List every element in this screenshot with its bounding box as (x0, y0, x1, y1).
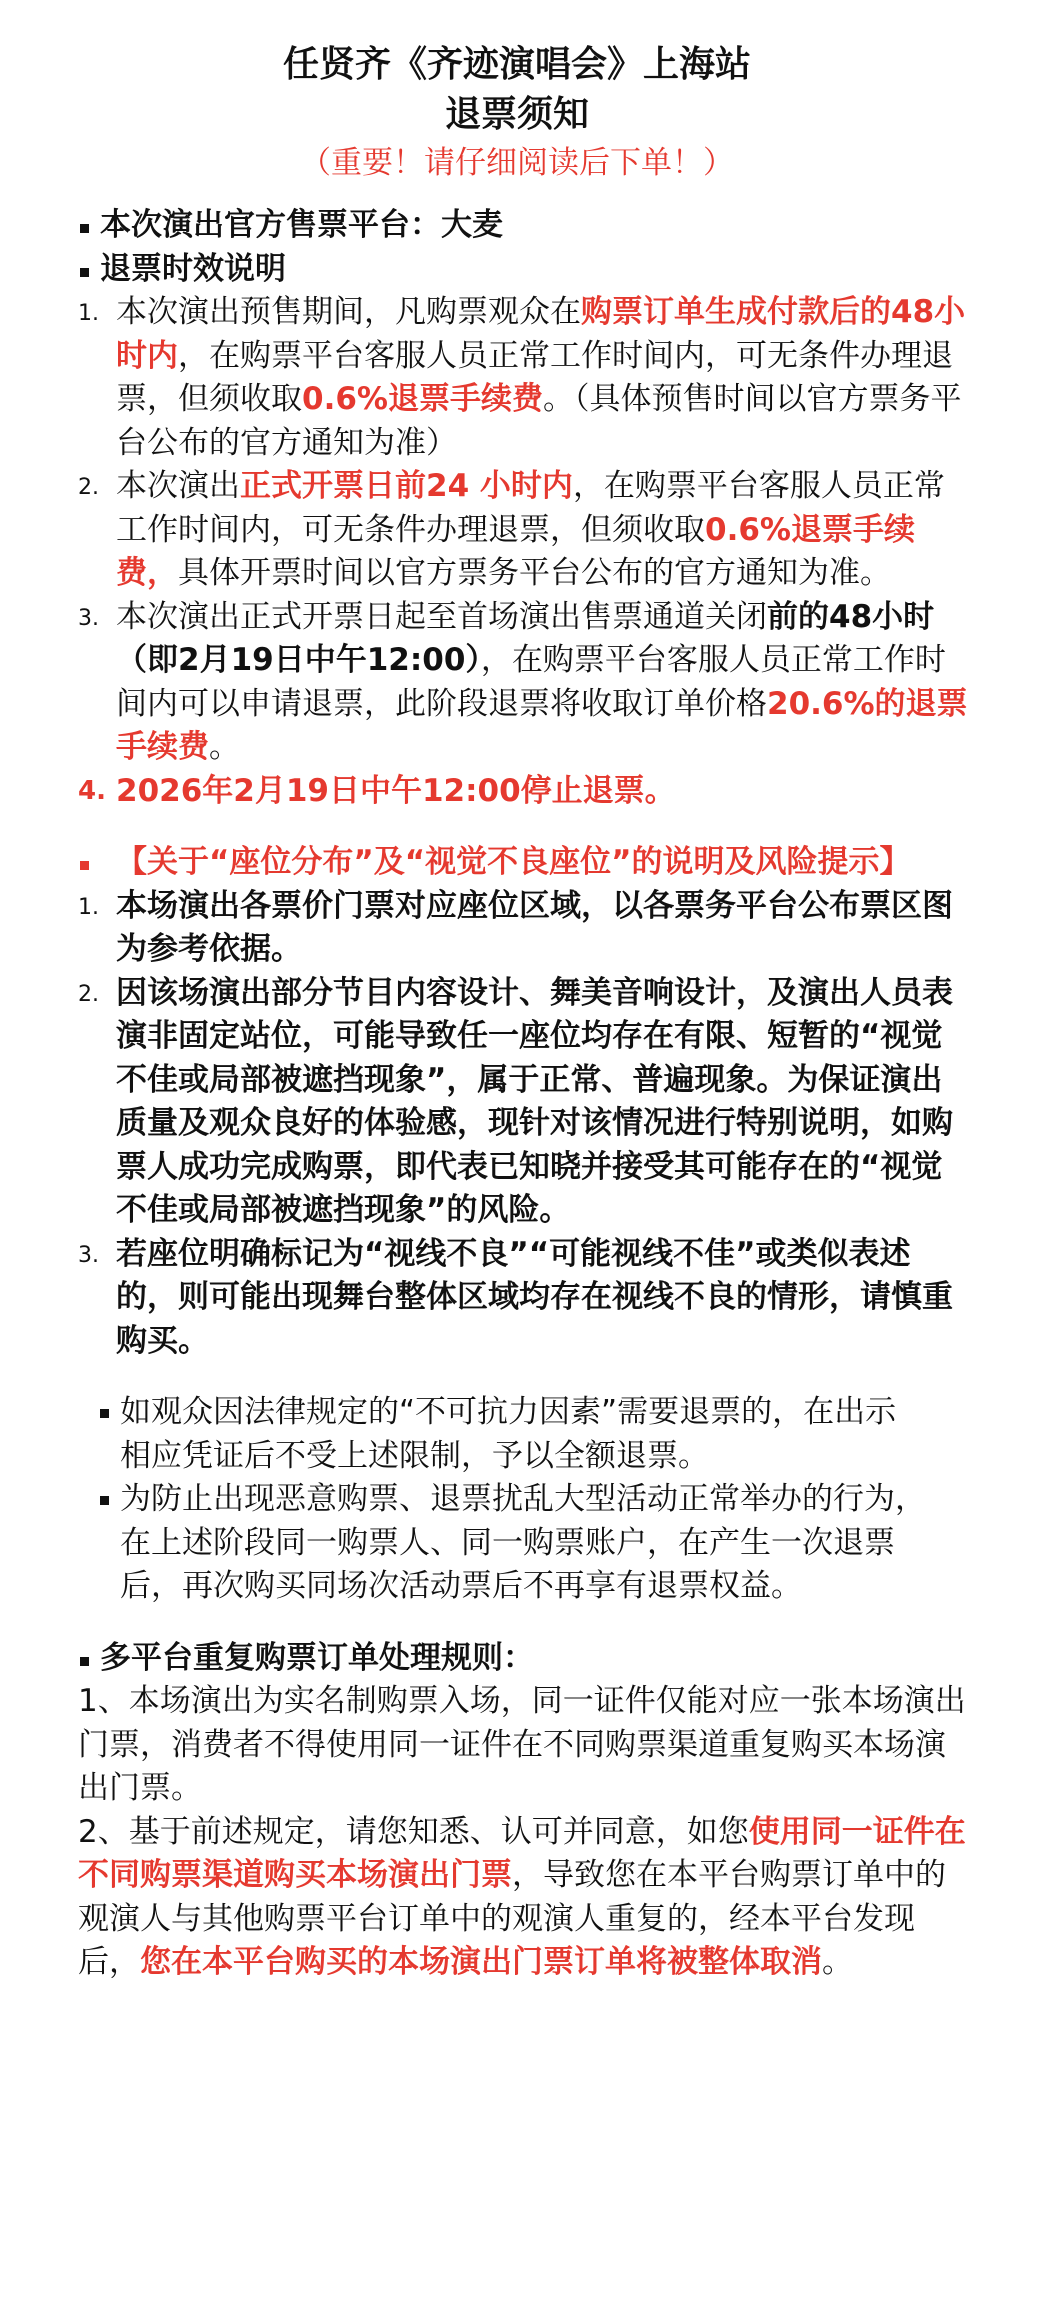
refund-timing-item-3: 3. 本次演出正式开票日起至首场演出售票通道关闭前的48小时（即2月19日中午12:00），在购票平台客服人员正常工作时间内可以申请退票，此阶段退票将收取订单价格20.6%的退票手续费。 (78, 598, 968, 765)
seating-item-3: 3. 若座位明确标记为“视线不良”“可能视线不佳”或类似表述的，则可能出现舞台整体区域均存在视线不良的情形，请慎重购买。 (78, 1235, 953, 1359)
page-title: 任贤齐《齐迹演唱会》上海站 (282, 44, 751, 85)
refund-timing-item-1: 1. 本次演出预售期间，凡购票观众在购票订单生成付款后的48小时内，在购票平台客服人员正常工作时间内，可无条件办理退票，但须收取0.6%退票手续费。（具体预售时间以官方票务平台公布的官方通知为准） (78, 294, 966, 461)
seating-heading: 【关于“座位分布”及“视觉不良座位”的说明及风险提示】 (78, 841, 968, 885)
important-notice: （重要！请仔细阅读后下单！） (300, 145, 734, 181)
refund-timing-item-2: 2. 本次演出正式开票日前24 小时内，在购票平台客服人员正常工作时间内，可无条件办理退票，但须收取0.6%退票手续费，具体开票时间以官方票务平台公布的官方通知为准。 (78, 468, 945, 591)
bullet-square-icon (100, 1409, 109, 1418)
refund-timing-item-4: 4. 2026年2月19日中午12:00停止退票。 (78, 772, 676, 809)
bullet-square-icon (80, 1657, 89, 1666)
bullet-square-icon (80, 861, 89, 870)
note-malicious-purchase: 为防止出现恶意购票、退票扰乱大型活动正常举办的行为，在上述阶段同一购票人、同一购票账户，在产生一次退票后，再次购买同场次活动票后不再享有退票权益。 (78, 1478, 968, 1609)
note-force-majeure: 如观众因法律规定的“不可抗力因素”需要退票的，在出示相应凭证后不受上述限制，予以全额退票。 (78, 1391, 968, 1478)
bullet-square-icon (80, 224, 89, 233)
bullet-square-icon (80, 268, 89, 277)
seating-item-2: 2. 因该场演出部分节目内容设计、舞美音响设计，及演出人员表演非固定站位，可能导致任一座位均存在有限、短暂的“视觉不佳或局部被遮挡现象”，属于正常、普遍现象。为保证演出质量及观众良好的体验感，现针对该情况进行特别说明，如购票人成功完成购票，即代表已知晓并接受其可能存在的“视觉不佳或局部被遮挡现象”的风险。 (78, 974, 953, 1228)
refund-timing-heading: 退票时效说明 (78, 248, 968, 292)
duplicate-rule-2: 2、基于前述规定，请您知悉、认可并同意，如您使用同一证件在不同购票渠道购买本场演出门票，导致您在本平台购票订单中的观演人与其他购票平台订单中的观演人重复的，经本平台发现后，您在本平台购买的本场演出门票订单将被整体取消。 (78, 1813, 966, 1980)
page-subtitle-heading: 退票须知 (444, 94, 589, 135)
duplicate-rules-heading: 多平台重复购票订单处理规则： (78, 1637, 968, 1681)
bullet-square-icon (100, 1496, 109, 1505)
header (72, 40, 962, 186)
platform-line: 本次演出官方售票平台：大麦 (78, 204, 968, 248)
duplicate-rule-1: 1、本场演出为实名制购票入场，同一证件仅能对应一张本场演出门票，消费者不得使用同一证件在不同购票渠道重复购买本场演出门票。 (78, 1683, 966, 1806)
seating-item-1: 1. 本场演出各票价门票对应座位区域，以各票务平台公布票区图为参考依据。 (78, 887, 953, 967)
